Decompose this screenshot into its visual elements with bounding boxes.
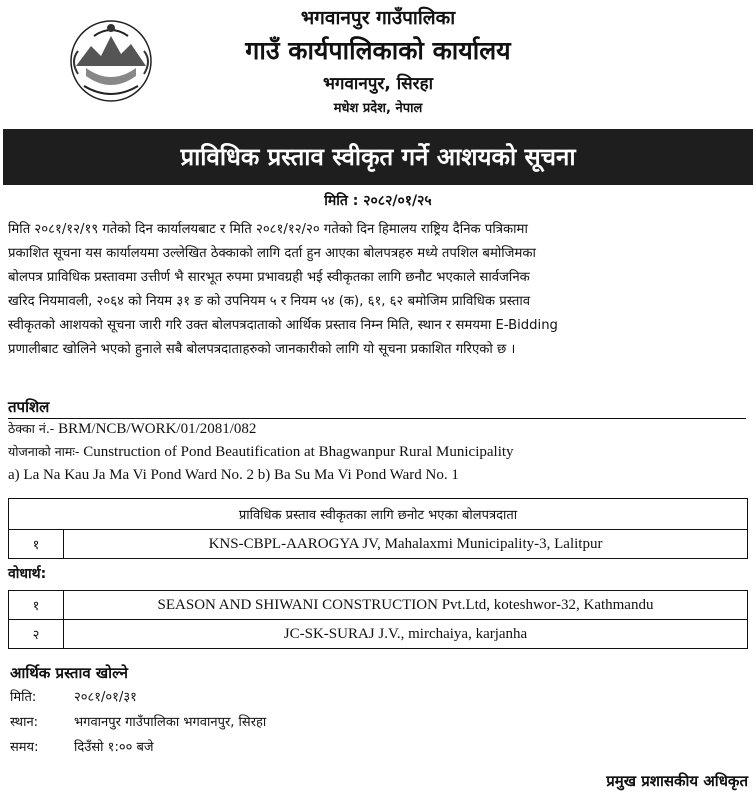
date-label: मिति: — [10, 690, 37, 705]
signatory-title: प्रमुख प्रशासकीय अधिकृत — [606, 772, 748, 790]
time-label: समय: — [10, 740, 39, 755]
vodhartha-heading: वोधार्थ: — [8, 566, 47, 582]
table-row — [9, 620, 748, 649]
time-value: दिउँसो १:०० बजे — [74, 740, 154, 755]
body-line: मिति २०८१/१२/१९ गतेको दिन कार्यालयबाट र मिति २०८१/१२/२० गतेको दिन हिमालय राष्ट्रिय दैनिक पत्रिकामा — [8, 222, 528, 237]
financial-opening-heading: आर्थिक प्रस्ताव खोल्ने — [10, 664, 128, 682]
project-detail-line: a) La Na Kau Ja Ma Vi Pond Ward No. 2 b) Ba Su Ma Vi Pond Ward No. 1 — [8, 467, 459, 483]
row-serial: १ — [9, 530, 64, 559]
table-row — [9, 530, 748, 559]
project-name-line — [8, 441, 748, 463]
office-name: गाउँ कार्यपालिकाको कार्यालय — [245, 36, 511, 65]
table-row — [9, 591, 748, 620]
notice-date: मिति : २०८२/०१/२५ — [324, 193, 432, 209]
selected-bidders-table — [8, 498, 748, 559]
notice-body — [8, 218, 746, 362]
body-line: बोलपत्र प्राविधिक प्रस्तावमा उत्तीर्ण भै सारभूत रुपमा प्रभावग्रही भई स्वीकृतका लागि छनौट भएकाले सार्वजनिक — [8, 270, 530, 285]
office-location: भगवानपुर, सिरहा — [322, 74, 434, 94]
body-line: खरिद नियमावली, २०६४ को नियम ३१ ङ को उपनियम ५ र नियम ५४ (क), ६१, ६२ बमोजिम प्राविधिक प्रस्ताव — [8, 294, 531, 309]
place-value: भगवानपुर गाउँपालिका भगवानपुर, सिरहा — [74, 715, 267, 730]
body-line: स्वीकृतको आशयको सूचना जारी गरि उक्त बोलपत्रदाताको आर्थिक प्रस्ताव निम्न मिति, स्थान र समयमा E-Bidding — [8, 318, 558, 333]
tapasil-heading: तपशिल — [8, 398, 50, 416]
project-name-label: योजनाको नामः- — [8, 444, 80, 459]
row-serial: २ — [9, 620, 64, 649]
notice-title-banner: प्राविधिक प्रस्ताव स्वीकृत गर्ने आशयको सूचना — [3, 129, 753, 185]
contract-number-line — [8, 418, 748, 440]
date-value: २०८१/०१/३१ — [74, 690, 137, 705]
project-name-value: Cunstruction of Pond Beautification at Bhagwanpur Rural Municipality — [79, 444, 514, 460]
office-header — [0, 4, 756, 120]
municipality-name: भगवानपुर गाउँपालिका — [300, 7, 456, 29]
body-line: प्रणालीबाट खोलिने भएको हुनाले सबै बोलपत्रदाताहरुको जानकारीको लागि यो सूचना प्रकाशित गरिएको छ । — [8, 342, 516, 357]
financial-opening-place — [10, 711, 266, 735]
selected-bidders-header: प्राविधिक प्रस्ताव स्वीकृतका लागि छनोट भएका बोलपत्रदाता — [9, 499, 748, 530]
row-bidder-name: KNS-CBPL-AAROGYA JV, Mahalaxmi Municipality-3, Lalitpur — [64, 530, 748, 559]
row-bidder-name: SEASON AND SHIWANI CONSTRUCTION Pvt.Ltd, koteshwor-32, Kathmandu — [64, 591, 748, 620]
vodhartha-table — [8, 590, 748, 649]
contract-number-label: ठेक्का नं.- — [8, 421, 55, 436]
body-line: प्रकाशित सूचना यस कार्यालयमा उल्लेखित ठेक्काको लागि दर्ता हुन आएका बोलपत्रहरु मध्ये तपशिल बमोजिमका — [8, 246, 536, 261]
table-header-row — [9, 499, 748, 530]
financial-opening-time — [10, 736, 154, 760]
financial-opening-date — [10, 686, 137, 710]
row-bidder-name: JC-SK-SURAJ J.V., mirchaiya, karjanha — [64, 620, 748, 649]
row-serial: १ — [9, 591, 64, 620]
contract-number-value: BRM/NCB/WORK/01/2081/082 — [54, 421, 257, 437]
office-province: मधेश प्रदेश, नेपाल — [333, 101, 423, 116]
place-label: स्थान: — [10, 715, 39, 730]
